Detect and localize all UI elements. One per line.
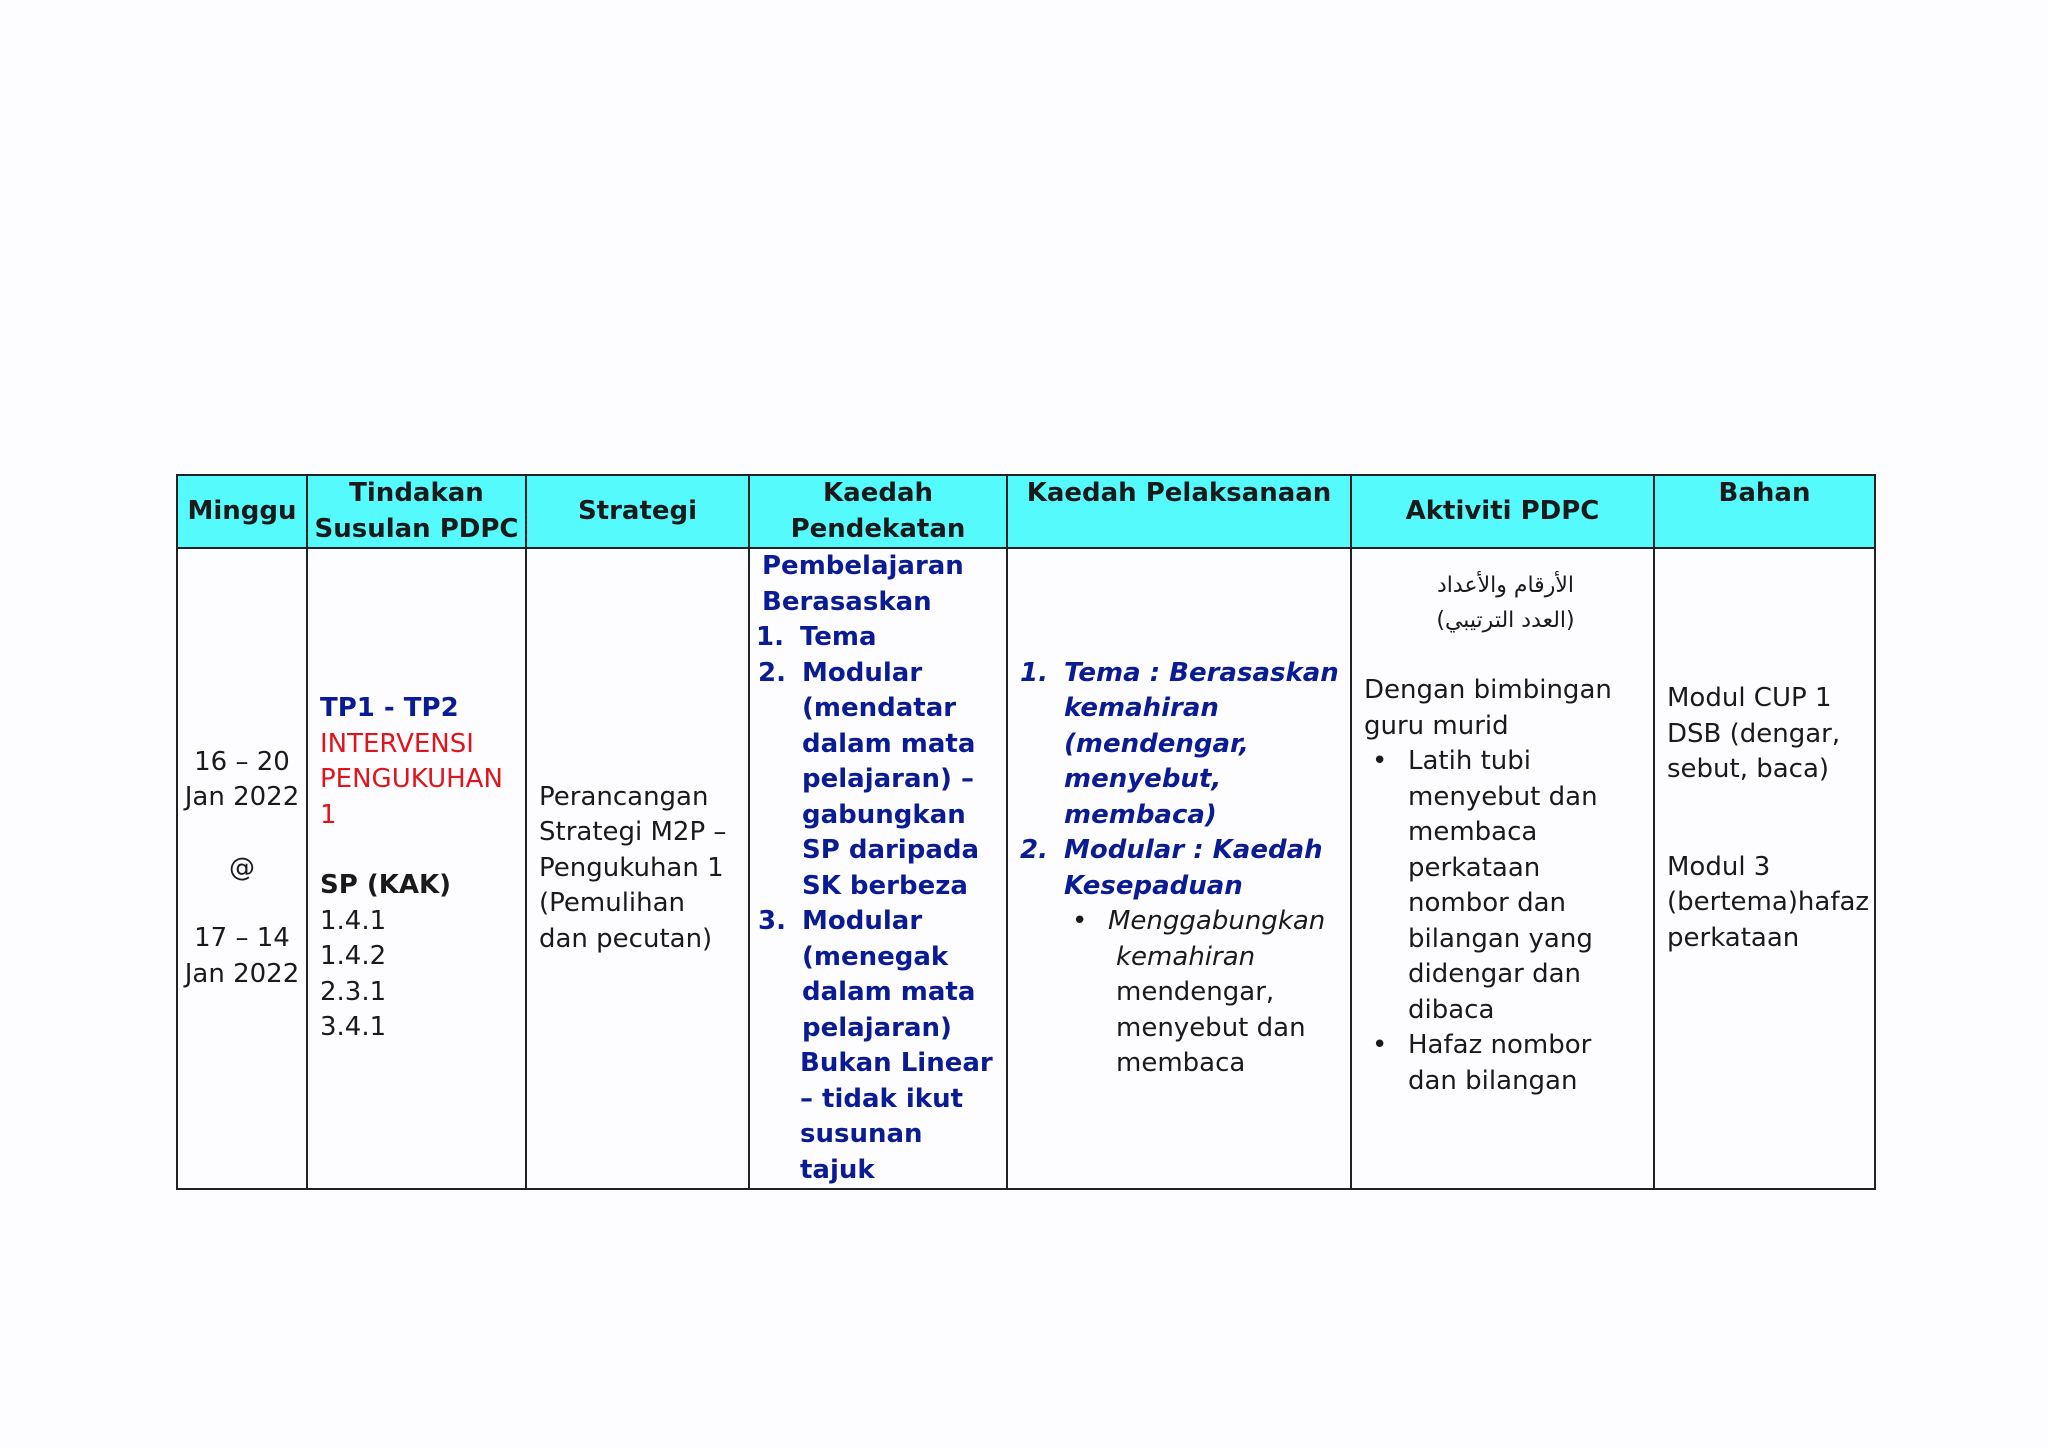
list-item: • Latih tubi menyebut dan membaca perkataan nombor dan bilangan yang didengar dan dibaca bbox=[1372, 746, 1598, 1025]
pendekatan-extra: Bukan Linear – tidak ikut susunan tajuk bbox=[800, 1048, 993, 1185]
list-item: 2. Modular (mendatar dalam mata pelajaran) – gabungkan SP daripada SK berbeza bbox=[758, 657, 980, 901]
cell-kaedah-pendekatan bbox=[749, 548, 1007, 1189]
week-range-2-line1: 17 – 14 bbox=[194, 923, 290, 954]
aktiviti-bullets bbox=[1364, 744, 1647, 1099]
sp-code: 1.4.2 bbox=[320, 941, 387, 972]
list-item: 1. Tema : Berasaskan kemahiran (mendengar, menyebut, membaca) bbox=[1020, 657, 1339, 830]
aktiviti-intro: Dengan bimbingan guru murid bbox=[1364, 675, 1612, 741]
sp-code: 2.3.1 bbox=[320, 976, 387, 1007]
bullet-icon: • bbox=[1372, 1030, 1388, 1060]
arabic-topic-line1: الأرقام والأعداد bbox=[1437, 573, 1574, 598]
header-aktiviti-pdpc: Aktiviti PDPC bbox=[1351, 475, 1654, 548]
list-item: • Hafaz nombor dan bilangan bbox=[1372, 1030, 1592, 1096]
list-item: 3. Modular (menegak dalam mata pelajaran) bbox=[758, 906, 976, 1043]
table-row bbox=[177, 548, 1875, 1189]
sp-code: 3.4.1 bbox=[320, 1012, 387, 1043]
pelaksanaan-list bbox=[1020, 656, 1344, 905]
list-item: 2. Modular : Kaedah Kesepaduan bbox=[1020, 835, 1323, 901]
intervensi-label: INTERVENSI PENGUKUHAN 1 bbox=[320, 728, 503, 830]
week-separator: @ bbox=[229, 852, 255, 883]
week-range-1-line2: Jan 2022 bbox=[184, 782, 300, 813]
cell-minggu bbox=[177, 548, 307, 1189]
arabic-topic-line2: (العدد الترتيبي) bbox=[1436, 608, 1575, 633]
pelaksanaan-bullets bbox=[1064, 904, 1344, 1082]
cell-strategi bbox=[526, 548, 749, 1189]
list-item: 1. Tema bbox=[756, 622, 877, 652]
bullet-icon: • bbox=[1372, 746, 1388, 776]
bahan-item-1: Modul CUP 1 DSB (dengar, sebut, baca) bbox=[1667, 683, 1841, 784]
list-item: • Menggabungkan kemahiran mendengar, menyebut dan membaca bbox=[1072, 906, 1326, 1078]
week-range-2-line2: Jan 2022 bbox=[184, 958, 300, 989]
header-kaedah-pelaksanaan: Kaedah Pelaksanaan bbox=[1007, 475, 1351, 548]
cell-aktiviti-pdpc bbox=[1351, 548, 1654, 1189]
pendekatan-intro: Pembelajaran Berasaskan bbox=[762, 551, 964, 617]
sp-code: 1.4.1 bbox=[320, 905, 387, 936]
header-minggu: Minggu bbox=[177, 475, 307, 548]
cell-tindakan-susulan bbox=[307, 548, 526, 1189]
strategi-text: Perancangan Strategi M2P – Pengukuhan 1 (Pemulihan dan pecutan) bbox=[539, 781, 727, 954]
pendekatan-list bbox=[756, 620, 1000, 1046]
bullet-icon: • bbox=[1072, 906, 1088, 936]
sp-label: SP (KAK) bbox=[320, 870, 452, 901]
bahan-item-2: Modul 3 (bertema)hafaz perkataan bbox=[1667, 851, 1870, 953]
header-row bbox=[177, 475, 1875, 548]
header-kaedah-pendekatan: Kaedah Pendekatan bbox=[749, 475, 1007, 548]
cell-kaedah-pelaksanaan bbox=[1007, 548, 1351, 1189]
lesson-plan-table bbox=[176, 474, 1876, 1190]
tp-level: TP1 - TP2 bbox=[320, 693, 459, 724]
cell-bahan bbox=[1654, 548, 1875, 1189]
header-tindakan-susulan: Tindakan Susulan PDPC bbox=[307, 475, 526, 548]
header-strategi: Strategi bbox=[526, 475, 749, 548]
header-bahan: Bahan bbox=[1654, 475, 1875, 548]
week-range-1-line1: 16 – 20 bbox=[194, 746, 290, 777]
